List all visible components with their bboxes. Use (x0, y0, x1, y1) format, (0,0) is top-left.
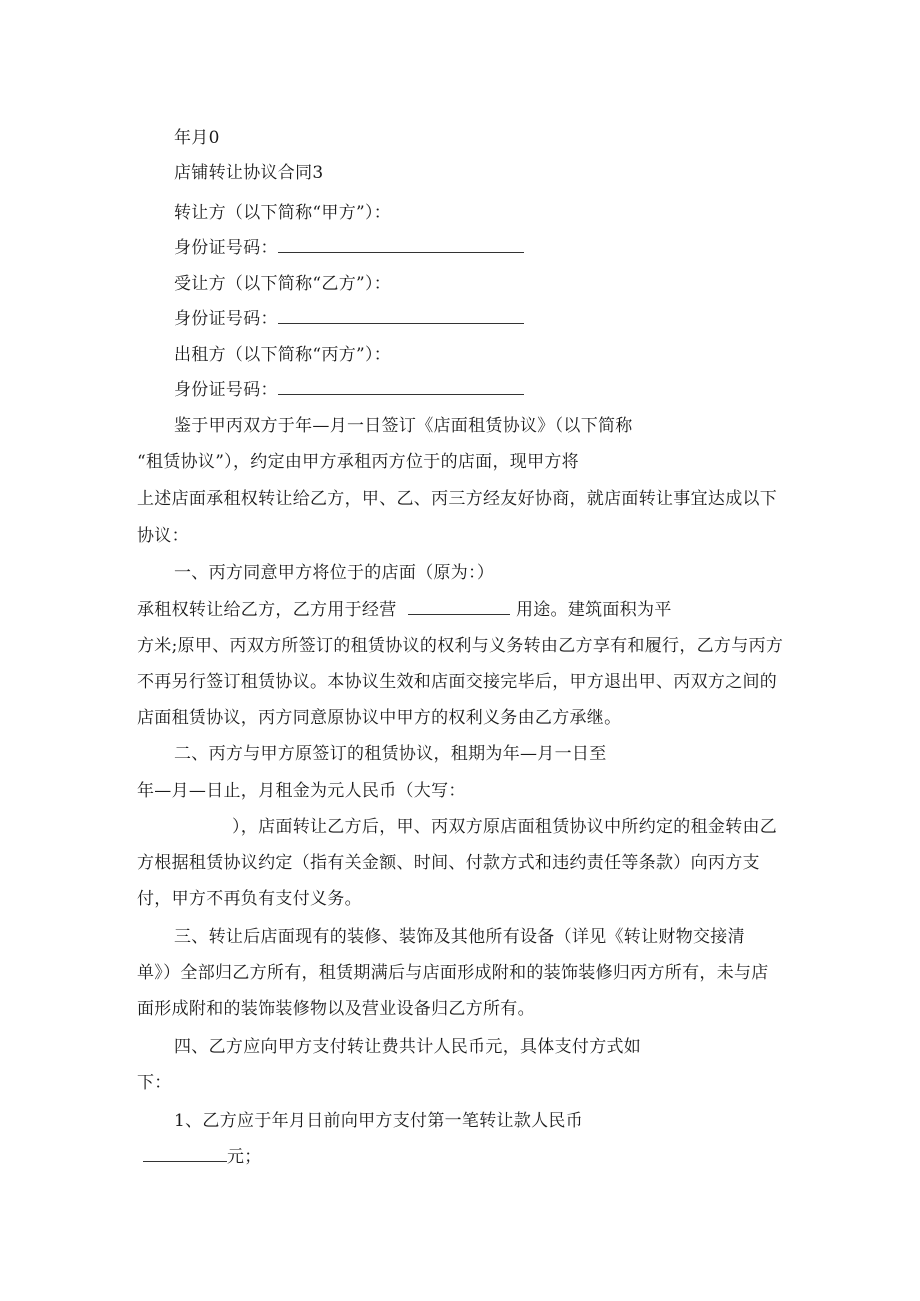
paragraph-line: 单》）全部归乙方所有，租赁期满后与店面形成附和的装饰装修归丙方所有，未与店 (137, 963, 769, 983)
paragraph-line: 鉴于甲丙双方于年—月一日签订《店面租赁协议》（以下简称 (174, 416, 633, 436)
paragraph-line (137, 598, 672, 622)
clause-3-heading: 三、转让后店面现有的装修、装饰及其他所有设备（详见《转让财物交接清 (174, 927, 745, 947)
currency-unit: 元； (227, 1147, 262, 1167)
document-title: 店铺转让协议合同3 (174, 163, 324, 183)
id-number-label: 身份证号码： (174, 380, 278, 400)
paragraph-line: 年—月—日止，月租金为元人民币（大写： (137, 781, 466, 801)
paragraph-line: 付，甲方不再负有支付义务。 (137, 889, 362, 909)
party-c-id-line (174, 378, 524, 402)
paragraph-line: ），店面转让乙方后，甲、丙双方原店面租赁协议中所约定的租金转由乙 (232, 817, 778, 837)
clause-text: 用途。建筑面积为平 (515, 600, 672, 620)
clause-4-heading: 四、乙方应向甲方支付转让费共计人民币元，具体支付方式如 (174, 1037, 642, 1057)
id-number-blank[interactable] (278, 380, 524, 395)
paragraph-line: 方米;原甲、丙双方所签订的租赁协议的权利与义务转由乙方享有和履行，乙方与丙方 (137, 636, 784, 656)
id-number-label: 身份证号码： (174, 309, 278, 329)
id-number-blank[interactable] (278, 238, 524, 253)
party-b-label: 受让方（以下简称“乙方”）： (174, 274, 392, 294)
id-number-blank[interactable] (278, 309, 524, 324)
paragraph-line: 上述店面承租权转让给乙方，甲、乙、丙三方经友好协商，就店面转让事宜达成以下 (137, 489, 778, 509)
paragraph-line: 方根据租赁协议约定（指有关金额、时间、付款方式和违约责任等条款）向丙方支 (137, 853, 760, 873)
party-a-label: 转让方（以下简称“甲方”）： (174, 203, 392, 223)
paragraph-line: 下： (137, 1073, 172, 1093)
clause-text: 承租权转让给乙方，乙方用于经营 (137, 600, 397, 620)
paragraph-line: 面形成附和的装饰装修物以及营业设备归乙方所有。 (137, 999, 535, 1019)
paragraph-line: 店面租赁协议，丙方同意原协议中甲方的权利义务由乙方承继。 (137, 708, 622, 728)
party-b-id-line (174, 307, 524, 331)
party-c-label: 出租方（以下简称“丙方”）： (174, 345, 392, 365)
payment-amount-line (143, 1145, 262, 1169)
paragraph-line: “租赁协议”），约定由甲方承租丙方位于的店面，现甲方将 (137, 452, 579, 472)
payment-amount-blank[interactable] (143, 1147, 227, 1162)
business-purpose-blank[interactable] (408, 600, 510, 615)
header-date: 年月0 (174, 128, 220, 148)
party-a-id-line (174, 236, 524, 260)
id-number-label: 身份证号码： (174, 238, 278, 258)
clause-1-heading: 一、丙方同意甲方将位于的店面（原为：） (174, 563, 495, 583)
paragraph-line: 协议： (137, 526, 189, 546)
payment-item-1: 1、乙方应于年月日前向甲方支付第一笔转让款人民币 (174, 1111, 584, 1131)
paragraph-line: 不再另行签订租赁协议。本协议生效和店面交接完毕后，甲方退出甲、丙双方之间的 (137, 672, 778, 692)
clause-2-heading: 二、丙方与甲方原签订的租赁协议，租期为年—月一日至 (174, 744, 607, 764)
